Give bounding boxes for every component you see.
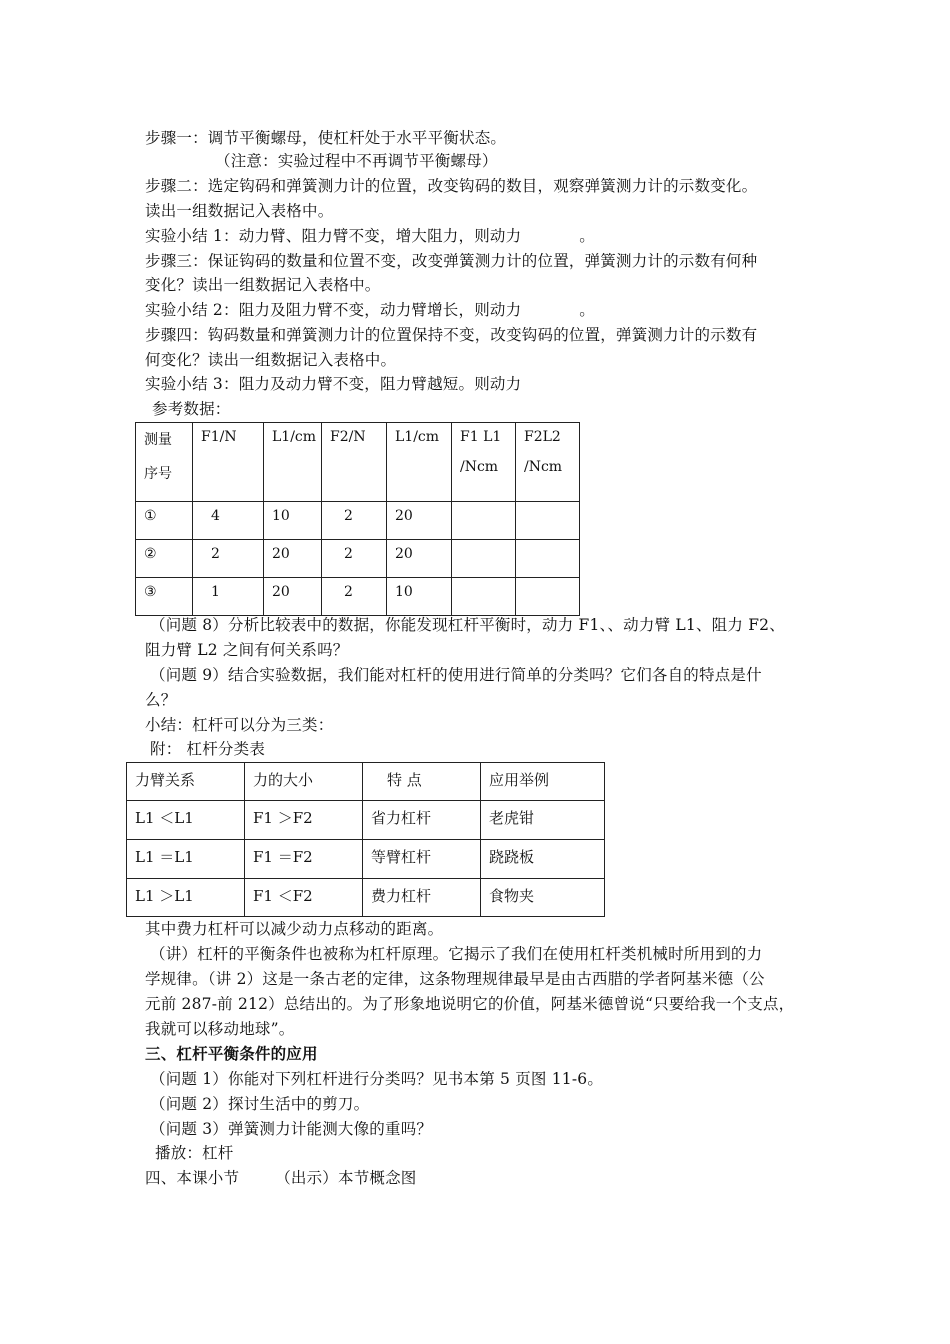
reference-data-label: 参考数据：: [152, 400, 231, 418]
table-cell: ③: [136, 578, 193, 616]
table-cell: L1 ＞L1: [127, 879, 245, 917]
lever-classification-table: [126, 762, 605, 917]
table-cell: 2: [322, 502, 387, 540]
header-cell: F2L2 /Ncm: [516, 423, 580, 502]
summary2-text: 实验小结 2：阻力及阻力臂不变，动力臂增长，则动力: [145, 301, 522, 319]
table-cell: [516, 540, 580, 578]
table-cell: 等臂杠杆: [363, 840, 481, 879]
header-cell: 力臂关系: [127, 763, 245, 801]
table-row: [136, 578, 580, 616]
table-cell: 4: [193, 502, 264, 540]
table-cell: 20: [264, 540, 322, 578]
section4-note: （出示）本节概念图: [275, 1169, 417, 1187]
table-cell: 2: [193, 540, 264, 578]
table-cell: L1 ＜L1: [127, 801, 245, 840]
problem1-text: （问题 1）你能对下列杠杆进行分类吗？见书本第 5 页图 11-6。: [150, 1070, 604, 1088]
table-header-row: [136, 423, 580, 502]
table-row: [127, 879, 605, 917]
summary2-end: 。: [579, 301, 595, 319]
table-cell: F1 ＝F2: [245, 840, 363, 879]
question9-text-a: （问题 9）结合实验数据，我们能对杠杆的使用进行简单的分类吗？它们各自的特点是什: [150, 666, 762, 684]
table-cell: 食物夹: [481, 879, 605, 917]
table-row: [136, 502, 580, 540]
header-cell: L1/cm: [387, 423, 452, 502]
table-cell: F1 ＜F2: [245, 879, 363, 917]
table-cell: 费力杠杆: [363, 879, 481, 917]
step4-text-b: 何变化？读出一组数据记入表格中。: [145, 351, 397, 369]
section3-heading: 三、杠杆平衡条件的应用: [145, 1044, 318, 1063]
summary-text: 小结：杠杆可以分为三类：: [145, 716, 334, 734]
table-cell: 省力杠杆: [363, 801, 481, 840]
table-header-row: [127, 763, 605, 801]
step2-text-b: 读出一组数据记入表格中。: [145, 202, 334, 220]
lecture-text-1: （讲）杠杆的平衡条件也被称为杠杆原理。它揭示了我们在使用杠杆类机械时所用到的力: [150, 945, 763, 963]
header-cell: L1/cm: [264, 423, 322, 502]
table-cell: 跷跷板: [481, 840, 605, 879]
table-cell: 10: [387, 578, 452, 616]
header-cell: F1 L1 /Ncm: [452, 423, 516, 502]
step2-text-a: 步骤二：选定钩码和弹簧测力计的位置，改变钩码的数目，观察弹簧测力计的示数变化。: [145, 177, 758, 195]
table-cell: 老虎钳: [481, 801, 605, 840]
table-cell: 20: [387, 502, 452, 540]
table-cell: F1 ＞F2: [245, 801, 363, 840]
table-cell: ①: [136, 502, 193, 540]
table-row: [136, 540, 580, 578]
header-cell: F2/N: [322, 423, 387, 502]
header-cell: 特 点: [363, 763, 481, 801]
summary1-end: 。: [579, 227, 595, 245]
table-cell: ②: [136, 540, 193, 578]
table-cell: [452, 502, 516, 540]
summary1-text: 实验小结 1：动力臂、阻力臂不变，增大阻力，则动力: [145, 227, 522, 245]
summary3-text: 实验小结 3：阻力及动力臂不变，阻力臂越短。则动力: [145, 375, 522, 393]
question8-text-a: （问题 8）分析比较表中的数据，你能发现杠杆平衡时，动力 F1、、动力臂 L1、阻力 F2、: [150, 616, 785, 634]
lecture-text-2: 学规律。（讲 2）这是一条古老的定律，这条物理规律最早是由古西腊的学者阿基米德（公: [145, 970, 765, 988]
section4-line: [145, 1167, 417, 1189]
table-row: [127, 840, 605, 879]
step1-text: 步骤一：调节平衡螺母，使杠杆处于水平平衡状态。: [145, 129, 507, 147]
table-cell: L1 ＝L1: [127, 840, 245, 879]
problem2-text: （问题 2）探讨生活中的剪刀。: [150, 1095, 370, 1113]
play-text: 播放：杠杆: [155, 1144, 234, 1162]
after-table-text: 其中费力杠杆可以减少动力点移动的距离。: [145, 920, 444, 938]
step4-text-a: 步骤四：钩码数量和弹簧测力计的位置保持不变，改变钩码的位置，弹簧测力计的示数有: [145, 326, 758, 344]
lecture-text-4: 我就可以移动地球”。: [145, 1020, 295, 1038]
question8-text-b: 阻力臂 L2 之间有何关系吗？: [145, 641, 349, 659]
step3-text-a: 步骤三：保证钩码的数量和位置不变，改变弹簧测力计的位置，弹簧测力计的示数有何种: [145, 252, 758, 270]
summary2: [145, 299, 595, 321]
lecture-text-3: 元前 287-前 212）总结出的。为了形象地说明它的价值，阿基米德曾说“只要给我一个支点，: [145, 995, 795, 1013]
table-cell: 20: [264, 578, 322, 616]
table-cell: 1: [193, 578, 264, 616]
table-cell: 10: [264, 502, 322, 540]
table-cell: [516, 502, 580, 540]
summary1: [145, 225, 595, 247]
header-cell: 应用举例: [481, 763, 605, 801]
header-cell: F1/N: [193, 423, 264, 502]
header-cell: 力的大小: [245, 763, 363, 801]
table-cell: 2: [322, 540, 387, 578]
table-cell: 2: [322, 578, 387, 616]
table-cell: [452, 540, 516, 578]
table-cell: 20: [387, 540, 452, 578]
problem3-text: （问题 3）弹簧测力计能测大像的重吗？: [150, 1120, 433, 1138]
table-row: [127, 801, 605, 840]
step3-text-b: 变化？读出一组数据记入表格中。: [145, 276, 381, 294]
section4-heading: 四、本课小节: [145, 1169, 240, 1187]
table-cell: [452, 578, 516, 616]
measurement-table: [135, 422, 580, 616]
appendix-title: 附： 杠杆分类表: [150, 740, 266, 758]
table-cell: [516, 578, 580, 616]
question9-text-b: 么？: [145, 691, 177, 709]
header-cell: 测量 序号: [136, 423, 193, 502]
note-text: （注意：实验过程中不再调节平衡螺母）: [215, 152, 498, 170]
